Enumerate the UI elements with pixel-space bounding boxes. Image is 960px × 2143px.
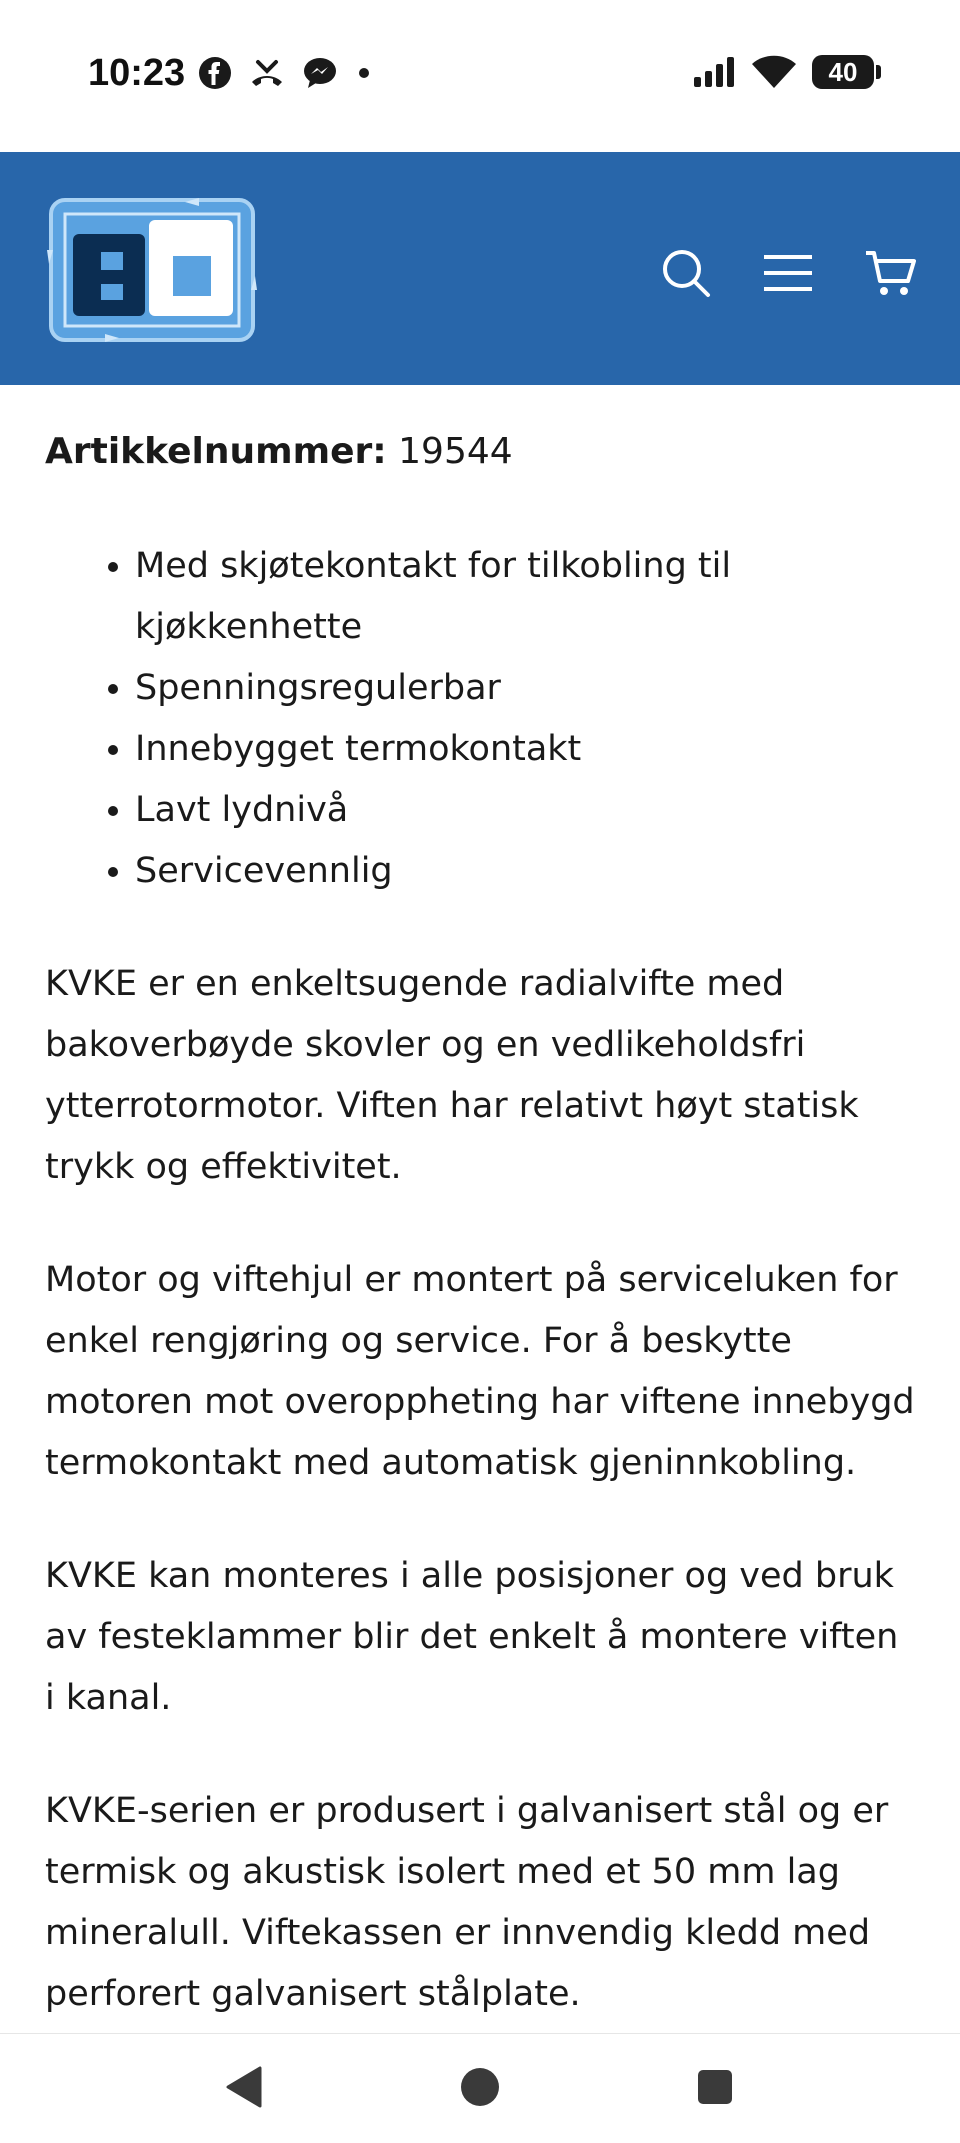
article-label: Artikkelnummer:	[45, 431, 387, 472]
feature-item: • Servicevennlig	[135, 841, 915, 902]
site-header	[0, 152, 960, 385]
feature-item: • Med skjøtekontakt for tilkobling til kjøkkenhette	[135, 536, 915, 658]
status-bar	[0, 0, 960, 152]
article-number: 19544	[398, 431, 513, 472]
feature-item: • Spenningsregulerbar	[135, 658, 915, 719]
ab-logo[interactable]	[45, 194, 259, 346]
home-icon[interactable]	[457, 2064, 503, 2110]
description-paragraph: Motor og viftehjul er montert på serviceluken for enkel rengjøring og service. For å beskytte motoren mot overoppheting har viftene innebygd termokontakt med automatisk gjeninnkobling.	[45, 1260, 915, 1483]
battery-level: 40	[828, 56, 858, 87]
dot-icon	[354, 63, 374, 83]
article-number-line	[45, 421, 915, 482]
status-time: 10:23	[88, 52, 186, 94]
battery-icon	[812, 55, 874, 89]
recents-icon[interactable]	[692, 2064, 738, 2110]
feature-item: • Lavt lydnivå	[135, 780, 915, 841]
navigation-bar	[0, 2033, 960, 2143]
description-paragraph: KVKE kan monteres i alle posisjoner og ved bruk av festeklammer blir det enkelt å montere viften i kanal.	[45, 1556, 899, 1718]
messenger-icon	[302, 56, 338, 90]
description-paragraph: KVKE er en enkeltsugende radialvifte med bakoverbøyde skovler og en vedlikeholdsfri ytterrotormotor. Viften har relativt høyt statisk trykk og effektivitet.	[45, 964, 859, 1187]
back-icon[interactable]	[222, 2064, 268, 2110]
signal-icon	[692, 55, 736, 89]
product-description	[45, 385, 915, 2025]
description-paragraph: KVKE-serien er produsert i galvanisert stål og er termisk og akustisk isolert med et 50 mm lag mineralull. Viftekassen er innvendig kledd med perforert galvanisert stålplate.	[45, 1791, 889, 2014]
facebook-icon	[198, 56, 232, 90]
missed-call-icon	[248, 56, 286, 90]
search-icon[interactable]	[660, 247, 712, 299]
cart-icon[interactable]	[864, 247, 916, 299]
feature-list	[45, 536, 915, 902]
header-actions	[660, 247, 916, 299]
system-icons	[692, 54, 874, 90]
menu-icon[interactable]	[762, 247, 814, 299]
feature-item: • Innebygget termokontakt	[135, 719, 915, 780]
wifi-icon	[752, 54, 796, 90]
notification-icons	[198, 56, 374, 90]
battery-tip	[876, 65, 881, 79]
